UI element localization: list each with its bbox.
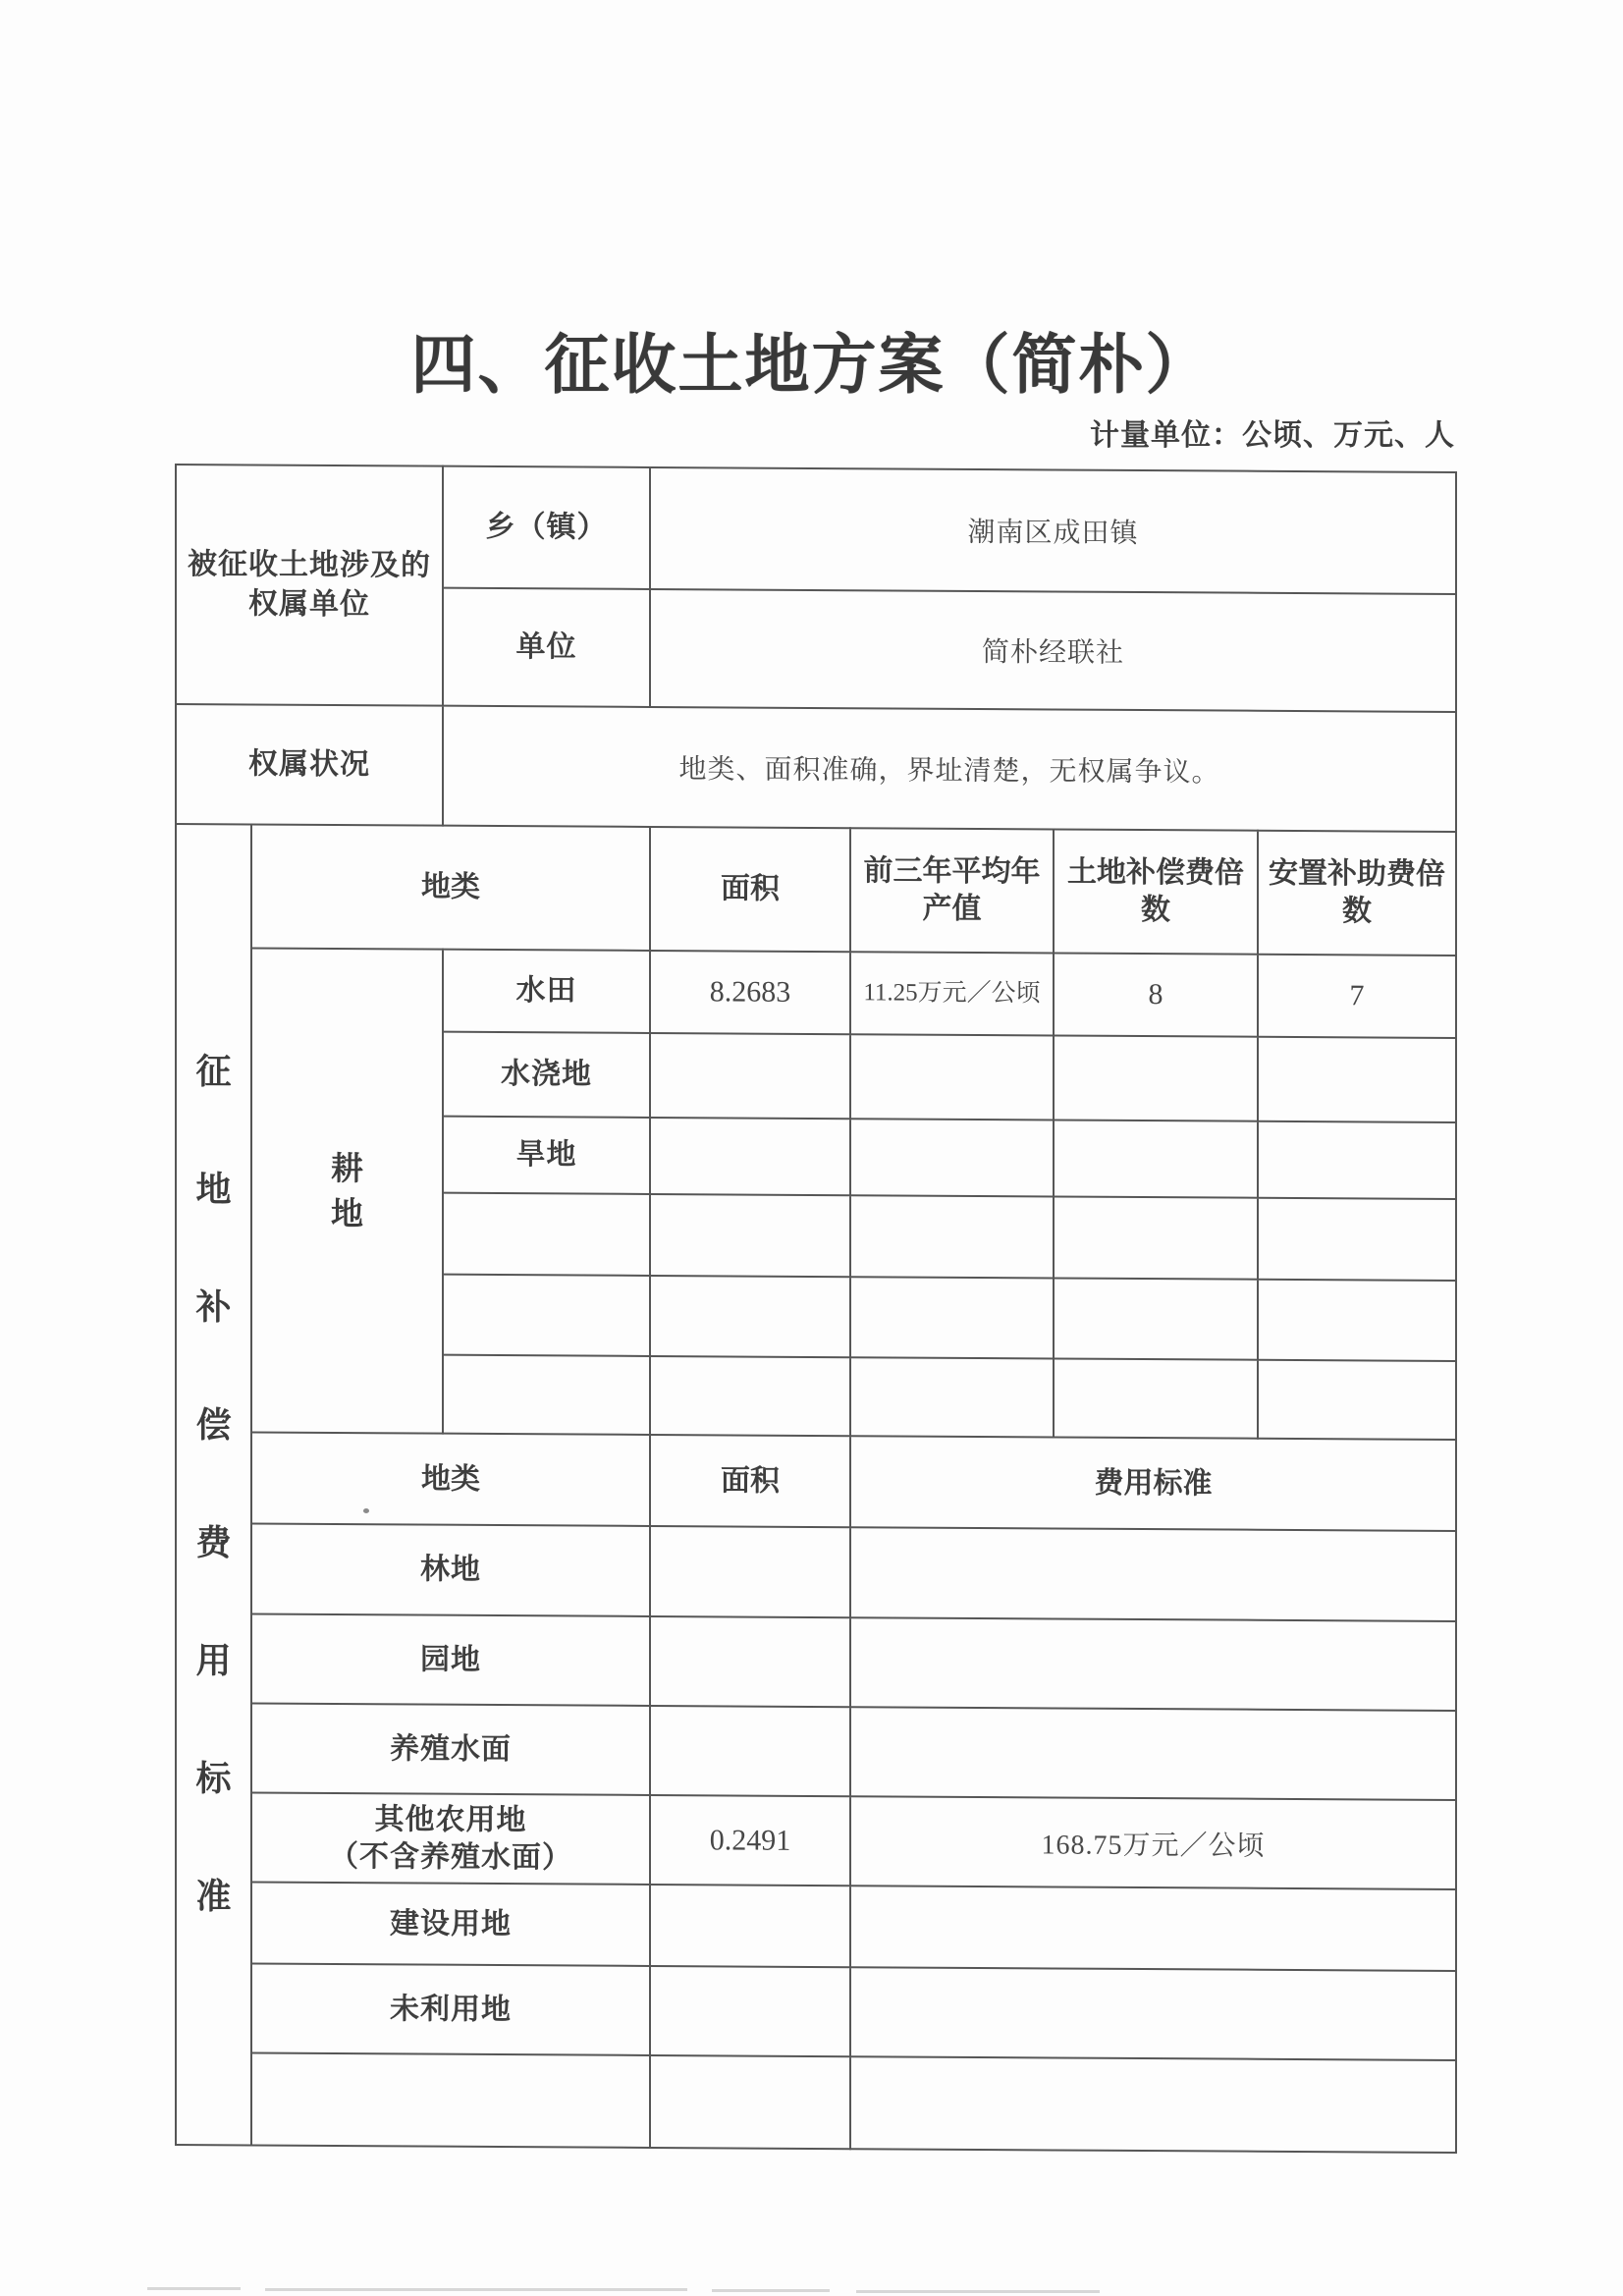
doc-table	[175, 464, 1457, 2154]
other-land-header-row	[176, 1432, 1456, 1531]
resettle-multiple-cell	[1258, 1037, 1456, 1122]
farmland-header-area: 面积	[650, 827, 850, 952]
land-comp-multiple-cell	[1054, 1035, 1258, 1121]
avg-output-cell: 11.25万元／公顷	[850, 952, 1054, 1035]
land-acquisition-table	[175, 464, 1455, 2154]
side-char: 标	[195, 1758, 232, 1799]
land-type-cell: 养殖水面	[251, 1703, 650, 1794]
side-char: 偿	[195, 1404, 232, 1446]
owner-units-label-line1: 被征收土地涉及的	[188, 547, 431, 583]
area-cell	[650, 1033, 850, 1119]
scan-speck	[363, 1508, 369, 1513]
resettle-multiple-cell	[1258, 1360, 1456, 1440]
land-type-cell	[443, 1275, 650, 1356]
scan-artifact	[856, 2290, 1100, 2293]
fee-cell	[850, 1967, 1456, 2060]
ownership-status-value: 地类、面积准确，界址清楚，无权属争议。	[443, 706, 1456, 832]
fee-cell: 168.75万元／公顷	[850, 1796, 1456, 1889]
side-char: 地	[195, 1169, 232, 1210]
row-township	[176, 465, 1456, 594]
side-char: 征	[195, 1051, 232, 1092]
farmland-header-row	[176, 824, 1456, 956]
unit-value: 简朴经联社	[650, 589, 1456, 712]
other-header-land-type: 地类	[251, 1432, 650, 1525]
land-type-cell: 水浇地	[443, 1032, 650, 1118]
land-comp-multiple-cell	[1054, 1358, 1258, 1438]
land-type-line1: 其他农用地	[374, 1801, 527, 1837]
group-char: 地	[331, 1193, 363, 1232]
unit-label: 单位	[443, 588, 650, 707]
area-cell: 8.2683	[650, 951, 850, 1034]
area-cell	[650, 1966, 850, 2056]
other-header-area: 面积	[650, 1435, 850, 1527]
unit-note: 计量单位：公顷、万元、人	[1090, 418, 1455, 453]
other-header-fee-standard: 费用标准	[850, 1436, 1456, 1531]
land-comp-multiple-cell	[1054, 1196, 1258, 1279]
land-comp-multiple-cell: 8	[1054, 953, 1258, 1036]
other-land-row-other-agricultural	[176, 1792, 1456, 1889]
area-cell	[650, 1118, 850, 1195]
owner-units-label	[176, 465, 443, 706]
avg-output-cell	[850, 1195, 1054, 1278]
farmland-header-resettle-multiple: 安置补助费倍数	[1258, 831, 1456, 956]
row-ownership-status	[176, 704, 1456, 832]
land-type-line2: （不含养殖水面）	[329, 1838, 572, 1875]
area-cell	[650, 1706, 850, 1796]
avg-output-cell	[850, 1119, 1054, 1196]
other-land-row-construction	[176, 1882, 1456, 1971]
land-type-cell	[251, 1792, 650, 1884]
side-label-cell	[176, 824, 251, 2145]
ownership-status-label: 权属状况	[176, 704, 443, 826]
resettle-multiple-cell	[1258, 1121, 1456, 1199]
other-land-row-empty	[176, 2052, 1456, 2153]
scan-artifact	[265, 2288, 687, 2291]
avg-output-cell	[850, 1277, 1054, 1358]
area-cell	[650, 1356, 850, 1436]
side-char: 补	[195, 1286, 232, 1328]
farmland-header-land-comp-multiple: 土地补偿费倍数	[1054, 829, 1258, 954]
land-type-cell: 园地	[251, 1613, 650, 1705]
fee-cell	[850, 1707, 1456, 1800]
fee-cell	[850, 2056, 1456, 2153]
area-cell	[650, 1526, 850, 1617]
fee-cell	[850, 1617, 1456, 1711]
resettle-multiple-cell	[1258, 1280, 1456, 1361]
side-char: 用	[195, 1640, 232, 1681]
farmland-group-cell	[251, 948, 443, 1433]
township-value: 潮南区成田镇	[650, 467, 1456, 594]
land-type-cell	[251, 2052, 650, 2147]
land-type-cell: 建设用地	[251, 1882, 650, 1965]
land-type-cell	[443, 1193, 650, 1276]
fee-cell	[850, 1527, 1456, 1621]
fee-cell	[850, 1886, 1456, 1971]
land-comp-multiple-cell	[1054, 1120, 1258, 1197]
owner-units-label-line2: 权属单位	[248, 586, 370, 623]
side-char: 费	[195, 1522, 232, 1563]
other-land-row-garden	[176, 1613, 1456, 1711]
other-land-row-forest	[176, 1523, 1456, 1621]
land-type-cell: 林地	[251, 1523, 650, 1615]
side-char: 准	[195, 1876, 232, 1917]
group-char: 耕	[331, 1148, 363, 1187]
area-cell: 0.2491	[650, 1795, 850, 1886]
scan-artifact	[712, 2289, 830, 2292]
farmland-header-land-type: 地类	[251, 824, 650, 950]
area-cell	[650, 1276, 850, 1357]
land-type-cell: 水田	[443, 950, 650, 1033]
resettle-multiple-cell: 7	[1258, 955, 1456, 1038]
farmland-header-avg-output: 前三年平均年产值	[850, 828, 1054, 953]
other-land-row-unused	[176, 1963, 1456, 2060]
avg-output-cell	[850, 1034, 1054, 1120]
land-comp-multiple-cell	[1054, 1278, 1258, 1359]
resettle-multiple-cell	[1258, 1198, 1456, 1281]
land-type-cell	[443, 1355, 650, 1435]
other-land-row-aquaculture	[176, 1703, 1456, 1800]
side-label-vertical	[181, 826, 246, 2143]
farmland-row-paddy	[176, 948, 1456, 1038]
area-cell	[650, 2055, 850, 2149]
land-type-cell: 未利用地	[251, 1963, 650, 2054]
avg-output-cell	[850, 1357, 1054, 1437]
area-cell	[650, 1616, 850, 1707]
area-cell	[650, 1885, 850, 1967]
area-cell	[650, 1194, 850, 1277]
township-label: 乡（镇）	[443, 466, 650, 589]
scan-artifact	[147, 2287, 241, 2290]
land-type-cell: 旱地	[443, 1117, 650, 1194]
page-title: 四、征收土地方案（简朴）	[410, 327, 1213, 403]
farmland-group-label	[256, 1148, 438, 1232]
